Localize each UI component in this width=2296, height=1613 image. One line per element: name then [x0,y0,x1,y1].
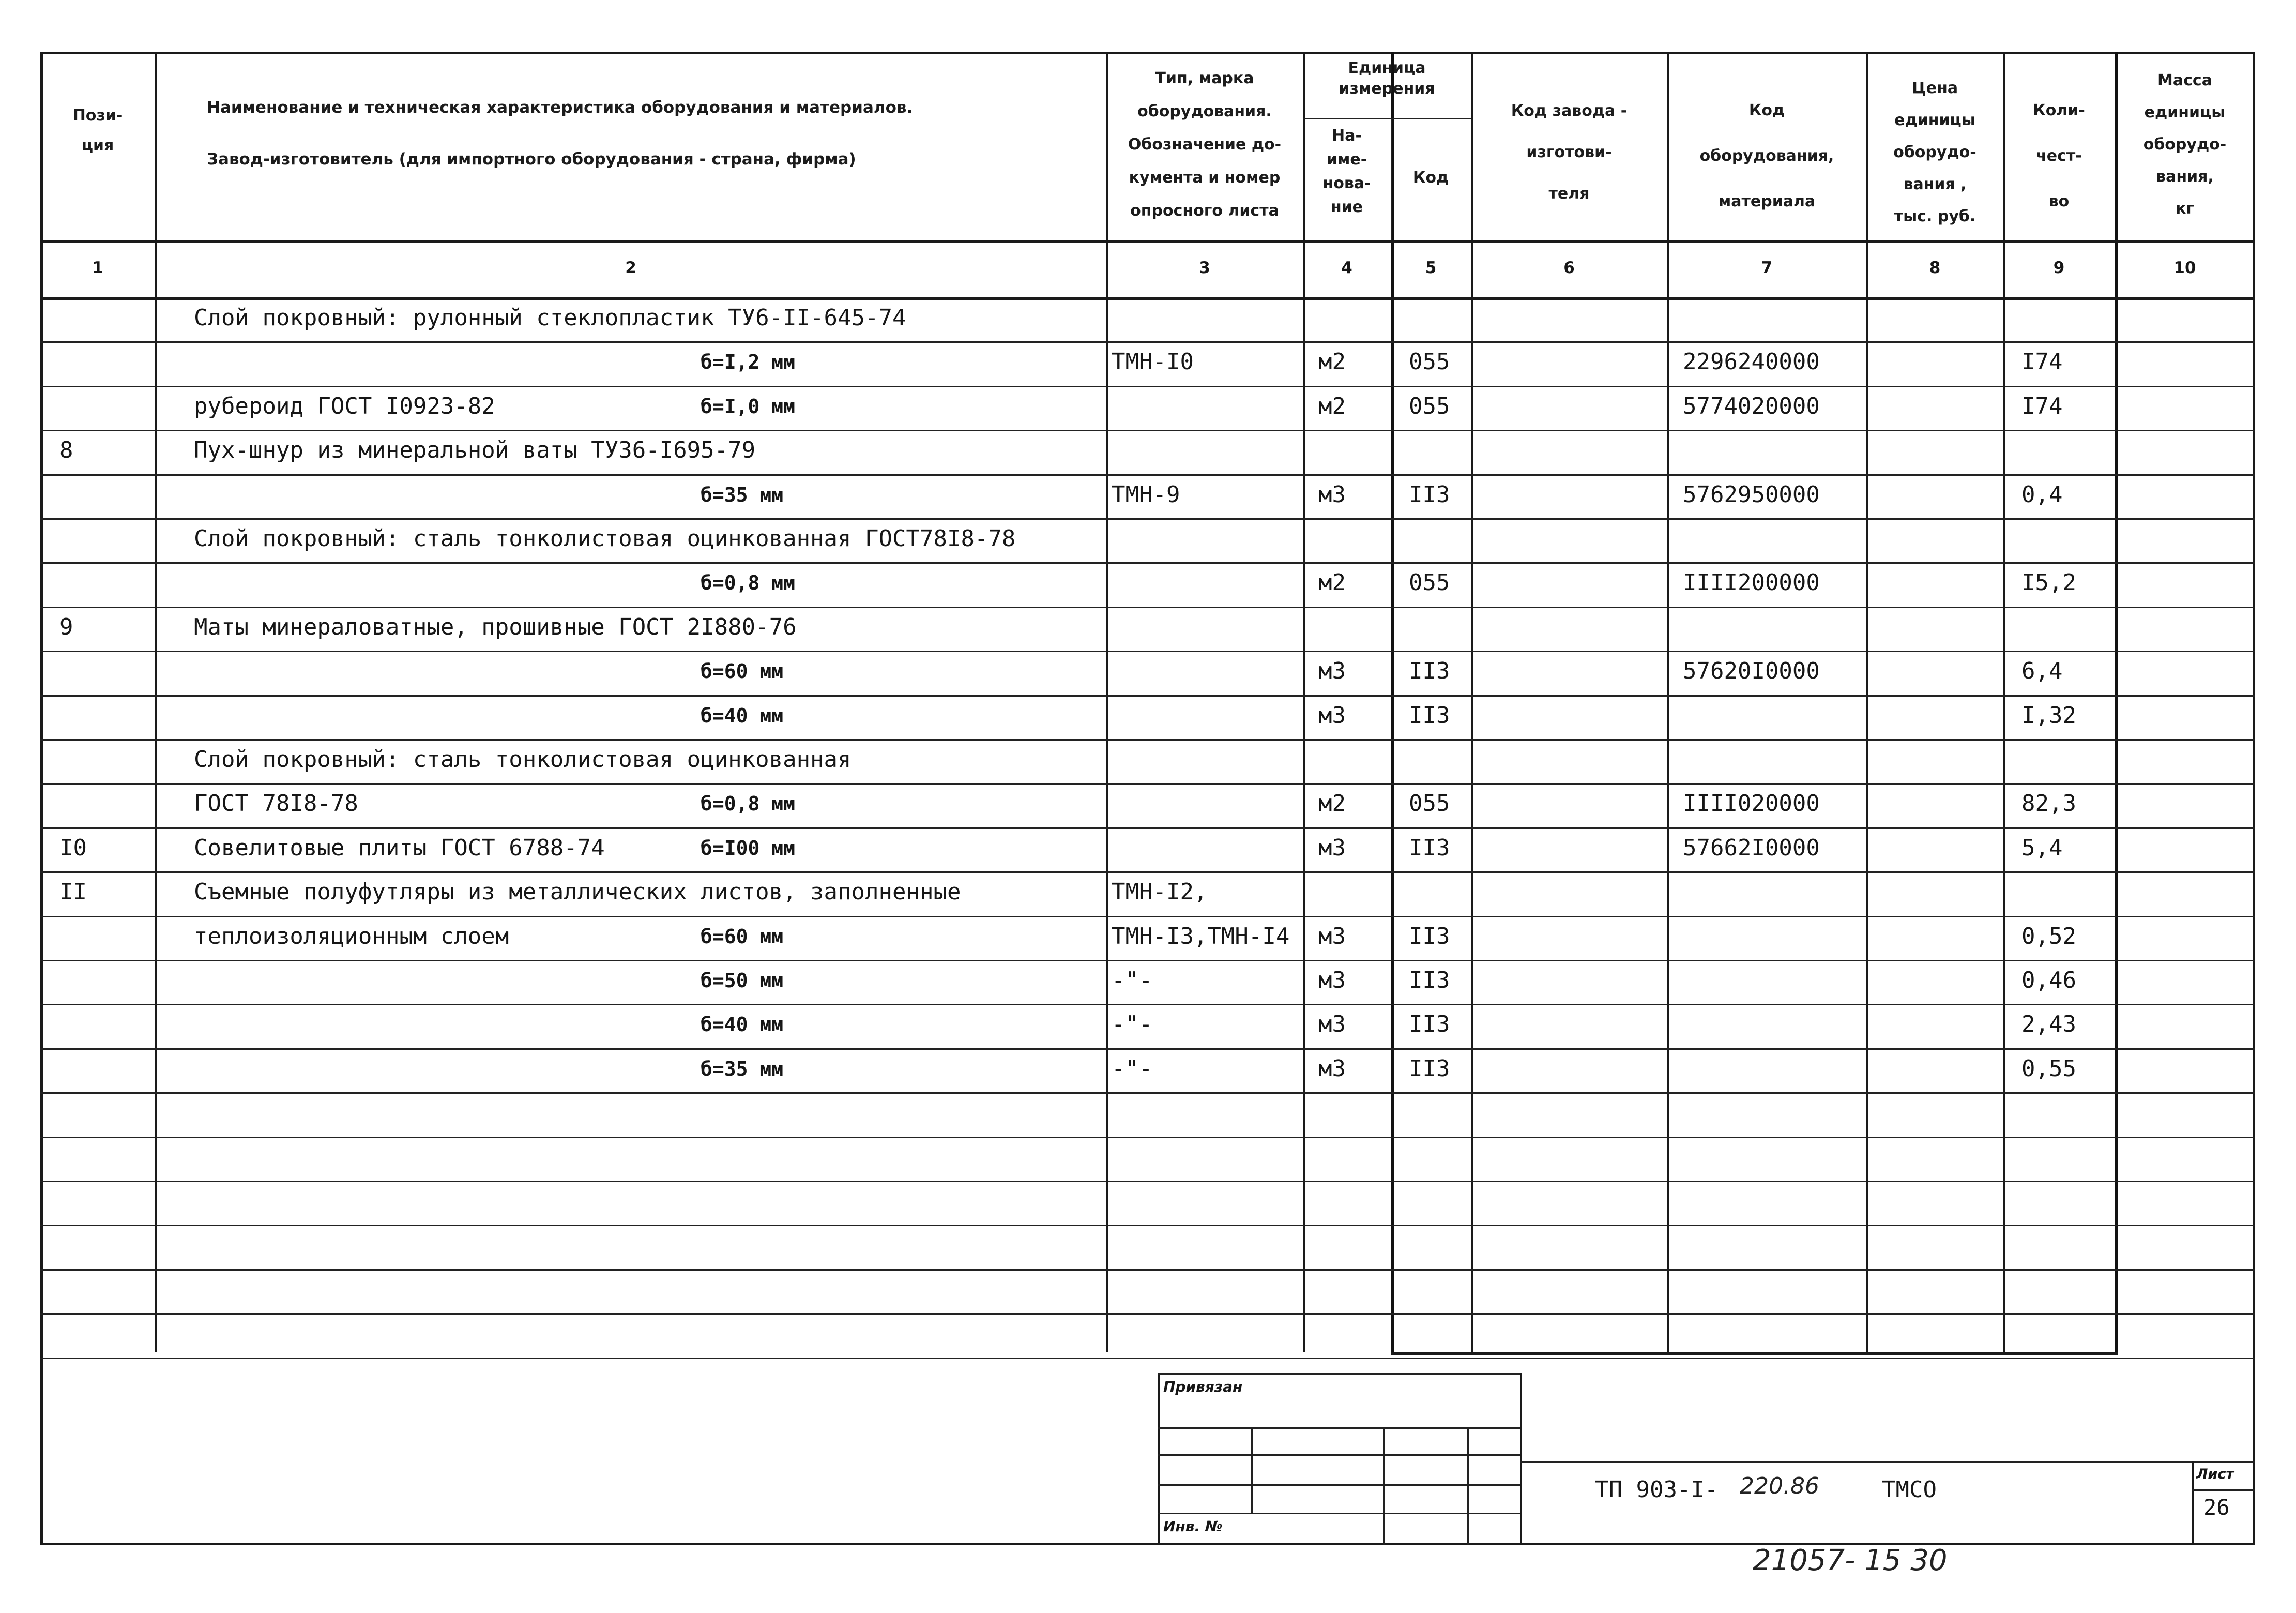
cell-unit: м2 [1318,790,1346,817]
header-line: Тип, марка [1155,69,1254,87]
cell-type: ТМН-I2, [1112,879,1208,905]
header-name-line: Наименование и техническая характеристика оборудования и материалов. [207,98,913,117]
header-line: оборудо- [2143,135,2227,154]
header-line: На- [1332,127,1362,145]
row-line [40,739,2255,741]
column-divider [1303,52,1305,1352]
cell-quantity: I74 [2021,349,2063,375]
cell-quantity: 6,4 [2021,658,2063,684]
cell-name: Слой покровный: рулонный стеклопластик ТУ6-II-645-74 [194,305,906,331]
header-line: Коли- [2033,101,2085,119]
cell-unit-code: II3 [1409,923,1450,949]
header-line: чест- [2036,147,2082,165]
header-name-line: Завод-изготовитель (для импортного оборудования - страна, фирма) [207,150,856,169]
cell-unit: м2 [1318,569,1346,596]
cell-thickness: б=I00 мм [701,837,796,860]
stamp-line [1158,1513,1520,1514]
cell-material-code: IIII020000 [1683,790,1820,817]
cell-type: ТМН-I3,ТМН-I4 [1112,923,1290,949]
cell-position: I0 [59,835,87,861]
header-line: Код завода - [1511,102,1628,120]
header-quantity [2003,88,2115,224]
cell-position: 9 [59,614,73,640]
column-number: 7 [1761,259,1773,277]
stamp-line [1383,1427,1385,1545]
cell-name: Совелитовые плиты ГОСТ 6788-74 [194,835,605,861]
cell-unit: м3 [1318,923,1346,949]
document-code-handwritten: 220.86 [1740,1473,1819,1499]
cell-material-code: 57620I0000 [1683,658,1820,684]
cell-name: Маты минераловатные, прошивные ГОСТ 2I880-76 [194,614,797,640]
header-mass [2115,65,2255,225]
header-unit-code [1391,163,1471,193]
cell-thickness: б=50 мм [701,969,784,992]
row-line [40,562,2255,564]
cell-name: Слой покровный: сталь тонколистовая оцинкованная [194,746,852,773]
header-line: оборудования, [1699,147,1834,165]
cell-material-code: 5774020000 [1683,393,1820,419]
header-line: измерения [1339,80,1435,98]
cell-type: -"- [1112,1011,1153,1037]
cell-name: теплоизоляционным слоем [194,923,509,949]
header-type [1109,62,1300,228]
header-material-code [1667,88,1866,224]
cell-unit: м2 [1318,393,1346,419]
stamp-linked-label: Привязан [1163,1378,1243,1395]
cell-thickness: б=60 мм [701,660,784,683]
header-line: ция [81,137,114,155]
row-line [40,607,2255,608]
cell-name: Слой покровный: сталь тонколистовая оцинкованная ГОСТ78I8-78 [194,525,1016,552]
column-number: 4 [1341,259,1352,277]
header-unit-name [1303,124,1391,219]
header-line: Цена [1911,79,1958,97]
cell-position: 8 [59,437,73,463]
cell-material-code: 5762950000 [1683,481,1820,508]
cell-type: -"- [1112,1056,1153,1082]
cell-quantity: 0,4 [2021,481,2063,508]
header-line: изготови- [1526,143,1612,161]
column-divider [2115,52,2118,1352]
column-number: 10 [2173,259,2196,277]
row-line [40,518,2255,520]
row-line [40,871,2255,873]
stamp-line [2192,1461,2194,1545]
stamp-inventory-label: Инв. № [1163,1518,1223,1535]
column-divider [1667,52,1669,1352]
cell-name: Пух-шнур из минеральной ваты ТУ36-I695-79 [194,437,756,463]
stamp-line [1158,1427,1520,1429]
cell-unit-code: II3 [1409,835,1450,861]
stamp-line [1251,1427,1253,1513]
cell-material-code: IIII200000 [1683,569,1820,596]
column-divider [1391,52,1394,1352]
column-divider [1471,52,1473,1352]
column-number: 1 [92,259,103,277]
stamp-line [1158,1484,1520,1486]
unit-group-line [1303,118,1471,119]
cell-quantity: I,32 [2021,702,2076,729]
header-line: Обозначение до- [1128,135,1282,154]
header-line: опросного листа [1130,202,1279,220]
cell-thickness: б=0,8 мм [701,571,796,594]
header-line: ние [1330,198,1363,216]
sheet-label: Лист [2196,1466,2234,1482]
cell-thickness: б=35 мм [701,1058,784,1080]
header-line: нова- [1322,174,1371,192]
header-line: вания , [1903,175,1967,193]
row-line [40,430,2255,431]
header-line: кумента и номер [1129,169,1281,187]
row-line [40,1048,2255,1050]
stamp-line [1467,1427,1469,1545]
table-bottom-line [1391,1352,2118,1355]
header-line: оборудо- [1893,143,1976,161]
header-line: Пози- [72,107,123,125]
cell-type: -"- [1112,967,1153,993]
header-line: Масса [2157,71,2212,89]
cell-quantity: 2,43 [2021,1011,2076,1037]
cell-unit: м3 [1318,658,1346,684]
column-number: 8 [1929,259,1941,277]
row-line [40,651,2255,652]
cell-quantity: 82,3 [2021,790,2076,817]
header-line: тыс. руб. [1894,207,1976,225]
row-line [40,1225,2255,1226]
column-number: 3 [1199,259,1210,277]
row-line [40,783,2255,785]
header-line: Код [1412,169,1449,187]
header-position [40,101,155,161]
column-number: 9 [2053,259,2065,277]
header-line: материала [1718,192,1816,210]
row-line [40,1358,2255,1359]
cell-unit-code: 055 [1409,790,1450,817]
cell-unit: м3 [1318,1056,1346,1082]
cell-thickness: б=60 мм [701,925,784,948]
row-line [40,1313,2255,1315]
cell-thickness: б=I,0 мм [701,395,796,418]
cell-type: ТМН-I0 [1112,349,1194,375]
cell-unit-code: II3 [1409,658,1450,684]
column-number: 2 [625,259,636,277]
cell-unit-code: II3 [1409,967,1450,993]
row-line [40,1181,2255,1182]
column-number: 5 [1425,259,1437,277]
header-line: Код [1748,101,1785,119]
header-factory-code [1471,91,1667,215]
cell-unit-code: II3 [1409,702,1450,729]
stamp-line [1158,1454,1520,1456]
header-price [1866,72,2003,233]
cell-thickness: б=I,2 мм [701,351,796,373]
cell-unit: м3 [1318,702,1346,729]
header-line: име- [1326,150,1367,169]
header-line: единицы [1894,111,1975,129]
cell-unit-code: 055 [1409,349,1450,375]
row-line [40,695,2255,697]
stamp-line [2192,1489,2255,1491]
cell-unit-code: II3 [1409,1011,1450,1037]
header-line: единицы [2144,103,2226,122]
header-line: Единица [1348,59,1426,77]
row-line [40,1269,2255,1271]
sheet-number: 26 [2203,1495,2230,1520]
column-divider [2003,52,2005,1352]
header-bottom-line [40,240,2255,243]
cell-name: Съемные полуфутляры из металлических листов, заполненные [194,879,961,905]
row-line [40,827,2255,829]
header-line: кг [2175,200,2195,218]
cell-thickness: б=0,8 мм [701,792,796,815]
header-line: вания, [2156,168,2214,186]
cell-name: рубероид ГОСТ I0923-82 [194,393,495,419]
column-divider [1106,52,1108,1352]
document-code: ТП 903-I- [1595,1476,1719,1503]
row-line [40,960,2255,961]
stamp-line [1158,1373,1160,1545]
column-divider [155,52,157,1352]
header-line: оборудования. [1137,102,1272,120]
cell-unit: м3 [1318,835,1346,861]
archive-number: 21057- 15 30 [1753,1544,1948,1577]
row-line [40,916,2255,917]
row-line [40,474,2255,476]
header-line: во [2048,192,2070,210]
cell-material-code: 2296240000 [1683,349,1820,375]
cell-quantity: 5,4 [2021,835,2063,861]
cell-position: II [59,879,87,905]
header-unit-group [1303,58,1471,99]
column-divider [1866,52,1868,1352]
cell-quantity: I5,2 [2021,569,2076,596]
stamp-line [1520,1461,2255,1463]
cell-quantity: 0,46 [2021,967,2076,993]
cell-thickness: б=40 мм [701,704,784,727]
row-line [40,1004,2255,1005]
numbers-bottom-line [40,297,2255,300]
cell-material-code: 57662I0000 [1683,835,1820,861]
cell-unit-code: 055 [1409,569,1450,596]
cell-unit: м2 [1318,349,1346,375]
cell-unit-code: 055 [1409,393,1450,419]
cell-quantity: 0,55 [2021,1056,2076,1082]
cell-thickness: б=35 мм [701,484,784,506]
stamp-line [1520,1373,1522,1545]
column-number: 6 [1563,259,1575,277]
cell-unit-code: II3 [1409,1056,1450,1082]
cell-type: ТМН-9 [1112,481,1180,508]
row-line [40,386,2255,387]
cell-quantity: I74 [2021,393,2063,419]
cell-unit: м3 [1318,967,1346,993]
stamp-line [1158,1373,1520,1375]
cell-name: ГОСТ 78I8-78 [194,790,358,817]
document-suffix: ТМСО [1882,1476,1937,1503]
header-line: теля [1548,185,1590,203]
row-line [40,341,2255,343]
cell-thickness: б=40 мм [701,1013,784,1036]
cell-unit: м3 [1318,1011,1346,1037]
row-line [40,1092,2255,1094]
cell-unit-code: II3 [1409,481,1450,508]
cell-unit: м3 [1318,481,1346,508]
row-line [40,1137,2255,1138]
cell-quantity: 0,52 [2021,923,2076,949]
